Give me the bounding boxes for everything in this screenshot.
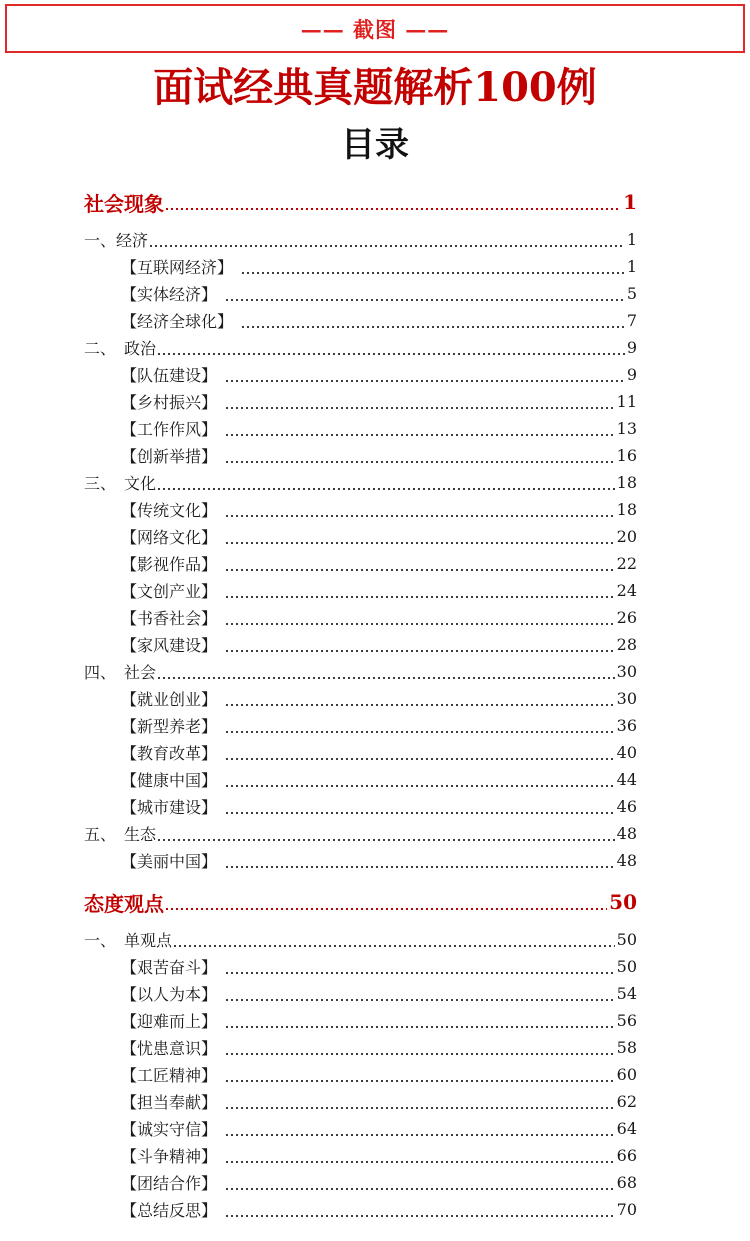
dot-leader	[226, 731, 615, 733]
dot-leader	[226, 569, 615, 571]
page-number: 36	[616, 716, 637, 736]
dot-leader	[166, 208, 621, 210]
toc-entry-label: 【经济全球化】	[121, 312, 234, 332]
toc-entry[interactable]	[84, 793, 637, 820]
toc-entry[interactable]	[84, 1034, 637, 1061]
toc-entry[interactable]	[84, 442, 637, 469]
dot-leader	[226, 542, 615, 544]
toc-entry-label: 【总结反思】	[121, 1201, 218, 1221]
toc-entry-label: 【影视作品】	[121, 555, 218, 575]
toc-entry-label: 【担当奉献】	[121, 1093, 218, 1113]
page-number: 13	[616, 419, 637, 439]
dot-leader	[242, 272, 625, 274]
toc-entry-label: 二、 政治	[84, 339, 157, 359]
dot-leader	[158, 353, 625, 355]
toc-entry-label: 态度观点	[84, 891, 164, 916]
toc-entry-label: 社会现象	[84, 191, 164, 216]
page-number: 60	[616, 1065, 637, 1085]
dot-leader	[226, 785, 615, 787]
toc-entry[interactable]	[84, 550, 637, 577]
toc-entry-label: 【文创产业】	[121, 582, 218, 602]
dot-leader	[226, 1053, 615, 1055]
dot-leader	[226, 1161, 615, 1163]
page-number: 20	[616, 527, 637, 547]
page-number: 50	[616, 957, 637, 977]
dot-leader	[226, 1188, 615, 1190]
toc-entry[interactable]	[84, 469, 637, 496]
toc-entry[interactable]	[84, 496, 637, 523]
toc-entry-label: 【忧患意识】	[121, 1039, 218, 1059]
dot-leader	[226, 1080, 615, 1082]
page-number: 22	[616, 554, 637, 574]
dot-leader	[226, 461, 615, 463]
document-title: 面试经典真题解析100例	[153, 64, 597, 111]
toc-entry-label: 【就业创业】	[121, 690, 218, 710]
toc-list	[84, 187, 637, 1223]
toc-entry[interactable]	[84, 334, 637, 361]
toc-entry-label: 一、经济	[84, 231, 149, 251]
page-number: 44	[616, 770, 637, 790]
dot-leader	[226, 596, 615, 598]
toc-entry-label: 【迎难而上】	[121, 1012, 218, 1032]
page-number: 30	[616, 689, 637, 709]
toc-entry-label: 【新型养老】	[121, 717, 218, 737]
page-number: 70	[616, 1200, 637, 1220]
page-number: 1	[626, 257, 637, 277]
toc-entry[interactable]	[84, 980, 637, 1007]
page-number: 16	[616, 446, 637, 466]
toc-entry-label: 【网络文化】	[121, 528, 218, 548]
toc-entry-label: 【团结合作】	[121, 1174, 218, 1194]
toc-entry[interactable]	[84, 953, 637, 980]
dot-leader	[226, 623, 615, 625]
toc-entry[interactable]	[84, 1196, 637, 1223]
dot-leader	[226, 812, 615, 814]
toc-entry-label: 【教育改革】	[121, 744, 218, 764]
toc-entry[interactable]	[84, 820, 637, 847]
toc-entry[interactable]	[84, 1115, 637, 1142]
dot-leader	[158, 839, 615, 841]
page-number: 9	[626, 365, 637, 385]
dot-leader	[226, 999, 615, 1001]
page-number: 11	[616, 392, 637, 412]
toc-entry[interactable]	[84, 577, 637, 604]
toc-entry[interactable]	[84, 187, 637, 217]
toc-entry[interactable]	[84, 926, 637, 953]
toc-entry-label: 【城市建设】	[121, 798, 218, 818]
dot-leader	[226, 407, 615, 409]
dot-leader	[226, 380, 625, 382]
dot-leader	[158, 677, 615, 679]
toc-entry-label: 【互联网经济】	[121, 258, 234, 278]
dot-leader	[226, 1134, 615, 1136]
dot-leader	[226, 1215, 615, 1217]
page-number: 30	[616, 662, 637, 682]
toc-entry-label: 【实体经济】	[121, 285, 218, 305]
dot-leader	[166, 908, 607, 910]
toc-entry[interactable]	[84, 388, 637, 415]
page-number: 68	[616, 1173, 637, 1193]
toc-entry-label: 【乡村振兴】	[121, 393, 218, 413]
dot-leader	[226, 434, 615, 436]
dot-leader	[226, 299, 625, 301]
page-number: 18	[616, 473, 637, 493]
dot-leader	[226, 515, 615, 517]
dot-leader	[226, 704, 615, 706]
screenshot-banner-label: —— 截图 ——	[300, 16, 450, 42]
toc-entry-label: 【美丽中国】	[121, 852, 218, 872]
dot-leader	[226, 650, 615, 652]
toc-entry[interactable]	[84, 307, 637, 334]
toc-entry-label: 【书香社会】	[121, 609, 218, 629]
toc-entry[interactable]	[84, 1142, 637, 1169]
toc-entry[interactable]	[84, 1088, 637, 1115]
toc-entry[interactable]	[84, 280, 637, 307]
dot-leader	[158, 488, 615, 490]
toc-entry[interactable]	[84, 253, 637, 280]
page-number: 46	[616, 797, 637, 817]
document-page	[0, 4, 750, 1241]
dot-leader	[226, 1107, 615, 1109]
page-number: 54	[616, 984, 637, 1004]
toc-entry-label: 【工作作风】	[121, 420, 218, 440]
page-number: 48	[616, 824, 637, 844]
toc-entry[interactable]	[84, 685, 637, 712]
page-number: 58	[616, 1038, 637, 1058]
dot-leader	[226, 1026, 615, 1028]
toc-entry[interactable]	[84, 1007, 637, 1034]
page-number: 50	[609, 890, 637, 915]
toc-entry-label: 三、 文化	[84, 474, 157, 494]
toc-entry-label: 【诚实守信】	[121, 1120, 218, 1140]
page-number: 66	[616, 1146, 637, 1166]
toc-entry-label: 四、 社会	[84, 663, 157, 683]
toc-entry[interactable]	[84, 361, 637, 388]
toc-entry[interactable]	[84, 1169, 637, 1196]
page-number: 48	[616, 851, 637, 871]
page-number: 1	[623, 190, 637, 215]
toc-entry-label: 【以人为本】	[121, 985, 218, 1005]
dot-leader	[226, 758, 615, 760]
page-number: 56	[616, 1011, 637, 1031]
toc-entry[interactable]	[84, 226, 637, 253]
screenshot-banner-box	[5, 4, 745, 53]
page-number: 26	[616, 608, 637, 628]
toc-entry[interactable]	[84, 415, 637, 442]
page-number: 62	[616, 1092, 637, 1112]
page-number: 5	[626, 284, 637, 304]
toc-entry-label: 【艰苦奋斗】	[121, 958, 218, 978]
page-number: 28	[616, 635, 637, 655]
page-number: 18	[616, 500, 637, 520]
toc-title: 目录	[341, 125, 409, 165]
toc-entry-label: 【创新举措】	[121, 447, 218, 467]
page-number: 9	[626, 338, 637, 358]
dot-leader	[242, 326, 625, 328]
toc-entry[interactable]	[84, 523, 637, 550]
page-number: 1	[626, 230, 637, 250]
toc-entry-label: 【传统文化】	[121, 501, 218, 521]
page-number: 7	[626, 311, 637, 331]
page-number: 50	[616, 930, 637, 950]
toc-entry-label: 五、 生态	[84, 825, 157, 845]
toc-entry[interactable]	[84, 604, 637, 631]
dot-leader	[226, 972, 615, 974]
toc-entry-label: 【队伍建设】	[121, 366, 218, 386]
page-number: 64	[616, 1119, 637, 1139]
toc-entry[interactable]	[84, 631, 637, 658]
dot-leader	[174, 945, 615, 947]
toc-entry-label: 【斗争精神】	[121, 1147, 218, 1167]
toc-entry[interactable]	[84, 847, 637, 874]
toc-entry[interactable]	[84, 1061, 637, 1088]
toc-entry[interactable]	[84, 712, 637, 739]
page-number: 24	[616, 581, 637, 601]
toc-entry[interactable]	[84, 658, 637, 685]
toc-entry[interactable]	[84, 766, 637, 793]
toc-entry-label: 【健康中国】	[121, 771, 218, 791]
toc-entry-label: 【工匠精神】	[121, 1066, 218, 1086]
page-number: 40	[616, 743, 637, 763]
toc-entry-label: 一、 单观点	[84, 931, 173, 951]
toc-entry[interactable]	[84, 887, 637, 917]
dot-leader	[226, 866, 615, 868]
toc-entry[interactable]	[84, 739, 637, 766]
toc-entry-label: 【家风建设】	[121, 636, 218, 656]
dot-leader	[150, 245, 625, 247]
